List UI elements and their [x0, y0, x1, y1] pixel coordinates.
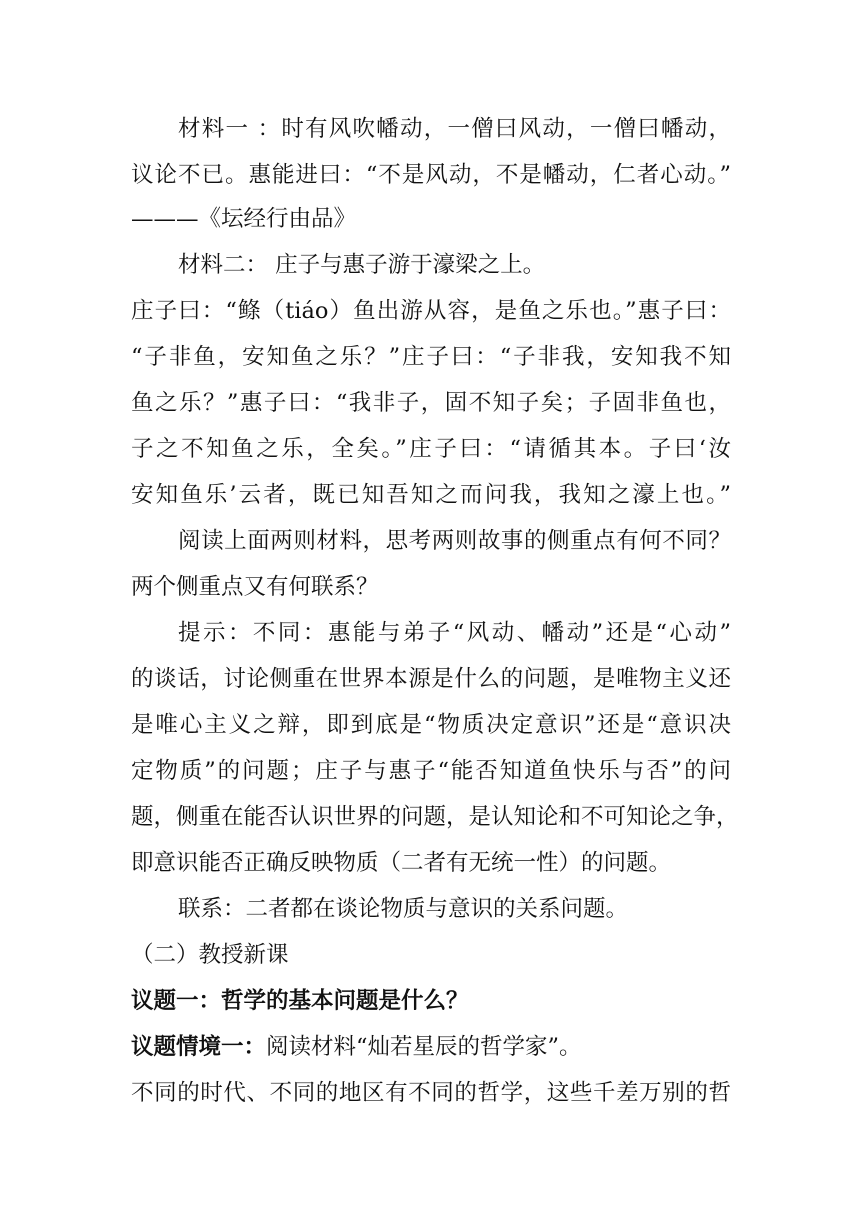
material-two-line-5: 安知鱼乐’云者，既已知吾知之而问我，我知之濠上也。”: [131, 482, 731, 508]
question-line-1: 阅读上面两则材料，思考两则故事的侧重点有何不同？: [178, 528, 731, 554]
hint-line-3: 是唯心主义之辩，即到底是“物质决定意识”还是“意识决: [131, 712, 731, 738]
situation-line: [131, 1032, 731, 1062]
material-two-line-4: 子之不知鱼之乐，全矣。”庄子曰：“请循其本。子曰‘汝: [131, 436, 731, 462]
situation-label: 议题情境一：: [131, 1034, 267, 1060]
topic-one-heading: 议题一：哲学的基本问题是什么？: [131, 988, 469, 1014]
question-line-2: 两个侧重点又有何联系？: [131, 574, 379, 600]
material-two-line-1: 庄子曰：“鲦（tiáo）鱼出游从容，是鱼之乐也。”惠子曰：: [131, 298, 731, 324]
hint-line-2: 的谈话，讨论侧重在世界本源是什么的问题，是唯物主义还: [131, 666, 731, 692]
material-one-line-1: 材料一 ：时有风吹幡动，一僧曰风动，一僧曰幡动，: [178, 116, 731, 142]
hint-line-1: 提示：不同：惠能与弟子“风动、幡动”还是“心动”: [178, 620, 731, 646]
hint-line-6: 即意识能否正确反映物质（二者有无统一性）的问题。: [131, 850, 672, 876]
material-one-source: ———《坛经行由品》: [131, 206, 357, 232]
hint-line-4: 定物质”的问题；庄子与惠子“能否知道鱼快乐与否”的问: [131, 758, 731, 784]
body-last-line: 不同的时代、不同的地区有不同的哲学，这些千差万别的哲: [131, 1080, 731, 1106]
situation-text: 阅读材料“灿若星辰的哲学家”。: [266, 1034, 582, 1060]
section-heading: （二）教授新课: [131, 942, 289, 968]
hint-line-5: 题，侧重在能否认识世界的问题，是认知论和不可知论之争，: [131, 804, 739, 830]
material-two-line-2: “子非鱼，安知鱼之乐？”庄子曰：“子非我，安知我不知: [131, 344, 731, 370]
connection-line: 联系：二者都在谈论物质与意识的关系问题。: [178, 896, 629, 922]
material-two-heading: 材料二： 庄子与惠子游于濠梁之上。: [178, 252, 546, 278]
material-two-line-3: 鱼之乐？”惠子曰：“我非子，固不知子矣；子固非鱼也，: [131, 390, 731, 416]
material-one-line-2: 议论不已。惠能进曰：“不是风动，不是幡动，仁者心动。”: [131, 162, 731, 188]
